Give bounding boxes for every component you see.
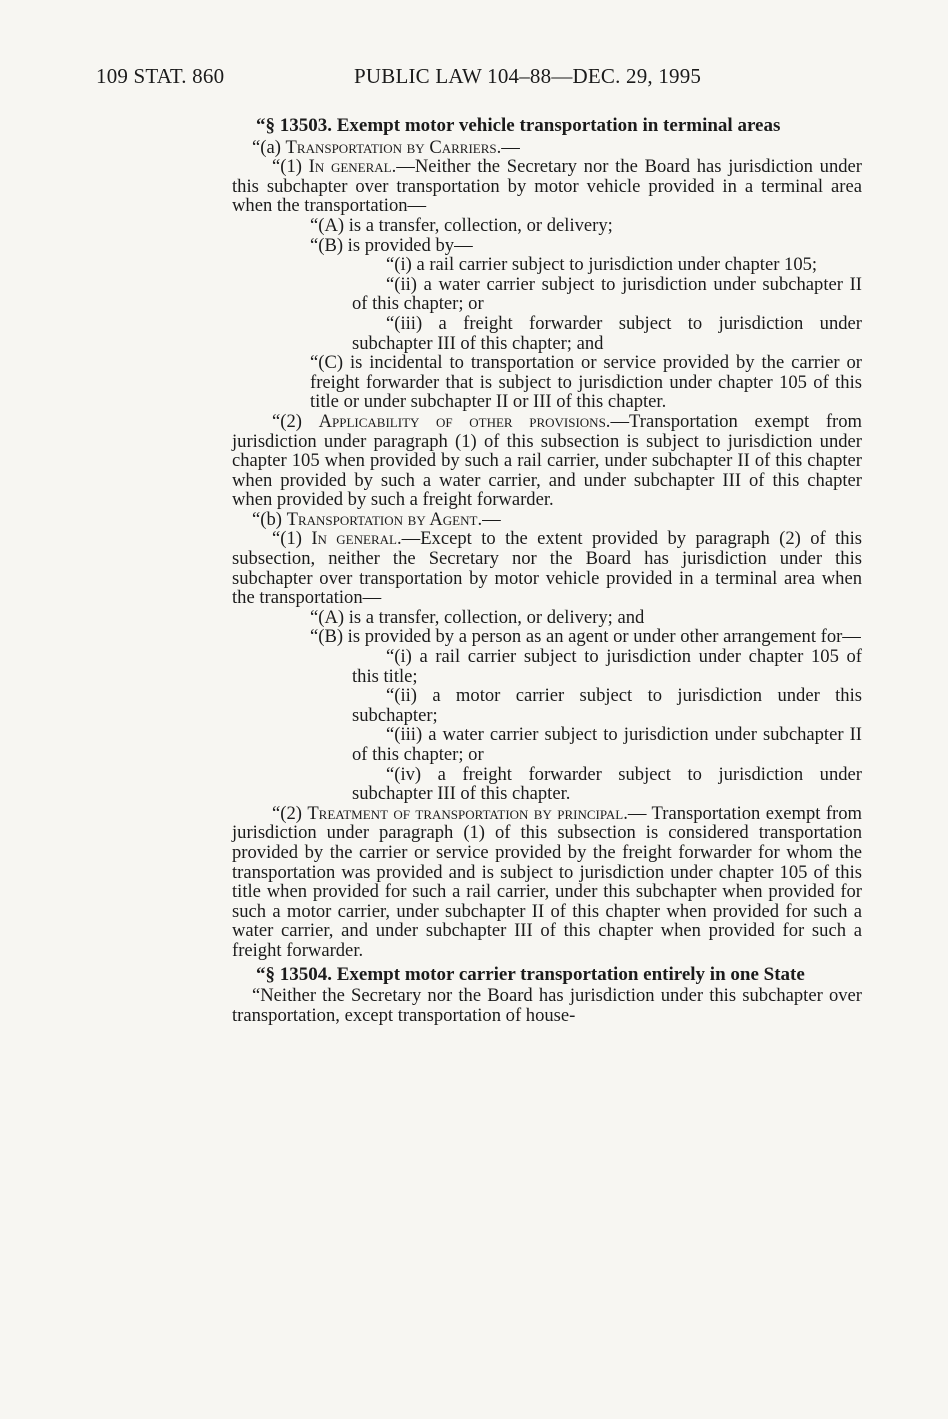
paragraph-a2: “(2) Applicability of other provisions.—Transportation exempt from jurisdiction under paragraph (1) of this subsection is subject to jurisdiction under chapter 105 when provided by such a rail carrier, under subchapter II of this chapter when provided by such a water carrier, and under subchapter III of this chapter when provided by such a freight forwarder. <box>232 410 862 511</box>
paragraph-b1: “(1) In general.—Except to the extent provided by paragraph (2) of this subsection, neither the Secretary nor the Board has jurisdiction under this subchapter over transportation by motor vehicle provided in a terminal area when the transportation— <box>232 528 862 609</box>
b1-B: “(B) is provided by a person as an agent or under other arrangement for— <box>310 626 861 648</box>
subsection-b-heading: “(b) Transportation by Agent.— <box>252 508 501 530</box>
page-body <box>232 116 862 1025</box>
section-13504-heading: “§ 13504. Exempt motor carrier transportation entirely in one State <box>256 963 805 985</box>
paragraph-b2: “(2) Treatment of transportation by principal.— Transportation exempt from jurisdiction under paragraph (1) of this subsection is considered transportation provided by the carrier or service provided by the freight forwarder for whom the transportation was provided and is subject to jurisdiction under chapter 105 of this title when provided for such a rail carrier, under this subchapter when provided for such a motor carrier, under subchapter II of this chapter when provided for such a water carrier, and under subchapter III of this chapter when provided for such a freight forwarder. <box>232 802 862 961</box>
a1-A: “(A) is a transfer, collection, or delivery; <box>310 214 613 236</box>
law-reference: PUBLIC LAW 104–88—DEC. 29, 1995 <box>354 64 702 88</box>
page-reference: 109 STAT. 860 <box>96 64 225 88</box>
a1-B-i: “(i) a rail carrier subject to jurisdiction under chapter 105; <box>386 254 818 276</box>
a1-B: “(B) is provided by— <box>310 234 473 256</box>
b1-A: “(A) is a transfer, collection, or delivery; and <box>310 606 645 628</box>
a1-B-iii: “(iii) a freight forwarder subject to jurisdiction under subchapter III of this chapter; and <box>352 312 862 354</box>
subsection-a-heading: “(a) Transportation by Carriers.— <box>252 136 520 158</box>
section-13504-text: “Neither the Secretary nor the Board has jurisdiction under this subchapter over transportation, except transportation of house- <box>232 985 862 1026</box>
a1-B-ii: “(ii) a water carrier subject to jurisdiction under subchapter II of this chapter; or <box>352 273 862 315</box>
b1-B-ii: “(ii) a motor carrier subject to jurisdiction under this subchapter; <box>352 685 862 726</box>
b1-B-i: “(i) a rail carrier subject to jurisdiction under chapter 105 of this title; <box>352 646 862 687</box>
section-13503-heading: “§ 13503. Exempt motor vehicle transportation in terminal areas <box>256 115 781 136</box>
b1-B-iv: “(iv) a freight forwarder subject to jurisdiction under subchapter III of this chapter. <box>352 763 862 805</box>
b1-B-iii: “(iii) a water carrier subject to jurisdiction under subchapter II of this chapter; or <box>352 724 862 765</box>
paragraph-a1: “(1) In general.—Neither the Secretary nor the Board has jurisdiction under this subchapter over transportation by motor vehicle provided in a terminal area when the transportation— <box>232 156 862 217</box>
a1-C: “(C) is incidental to transportation or service provided by the carrier or freight forwarder that is subject to jurisdiction under chapter 105 of this title or under subchapter II or III of this chapter. <box>310 352 862 413</box>
